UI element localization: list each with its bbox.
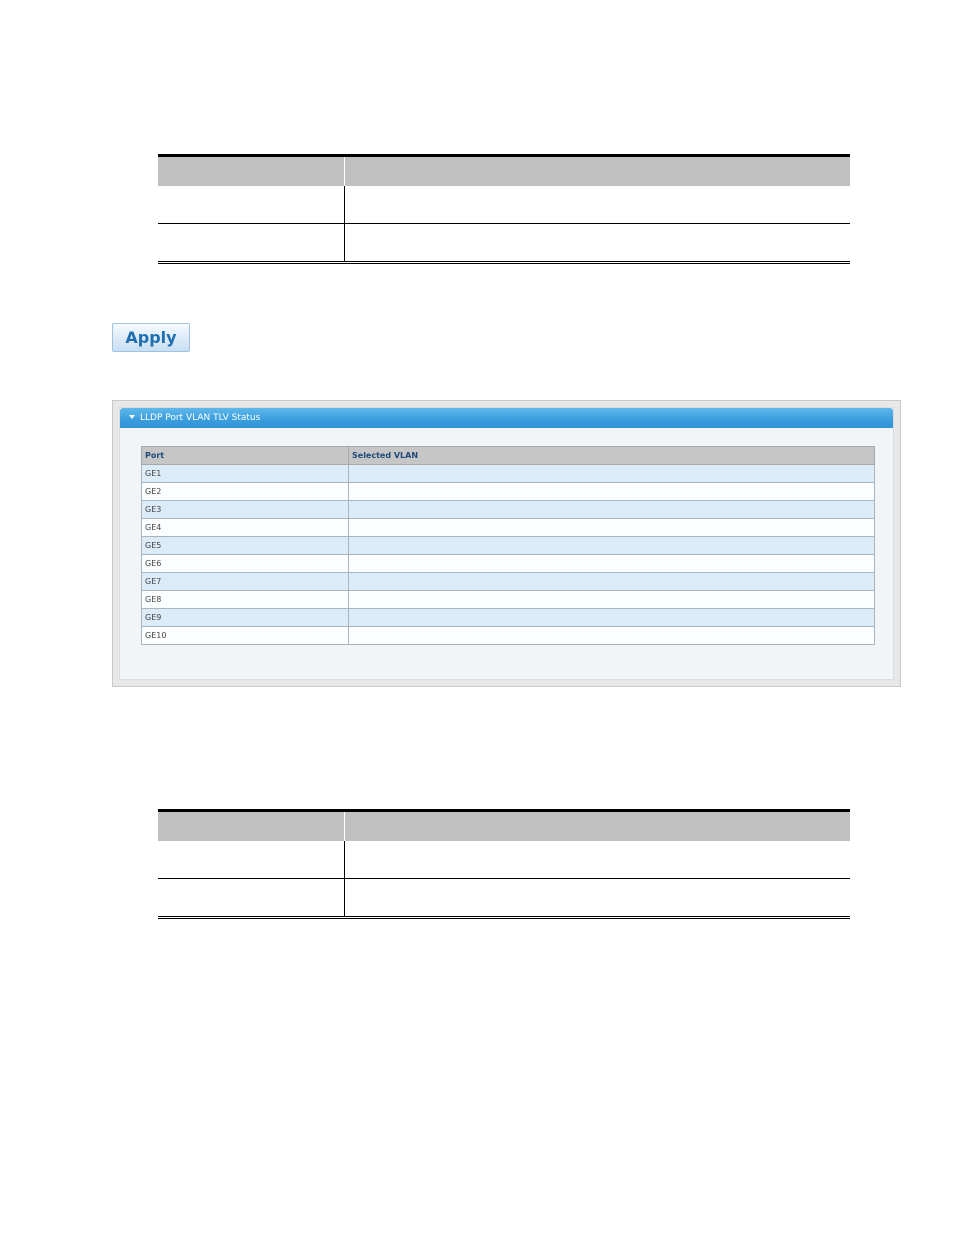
doc-table-bottom-header-1 (158, 811, 344, 842)
port-cell: GE2 (142, 483, 349, 501)
selected-vlan-cell (349, 465, 875, 483)
port-cell: GE8 (142, 591, 349, 609)
doc-table-bottom-cell (344, 879, 850, 918)
collapse-triangle-icon[interactable] (129, 415, 135, 419)
doc-table-bottom-cell (158, 879, 344, 918)
lldp-port-vlan-tlv-status-panel (112, 400, 901, 687)
port-cell: GE3 (142, 501, 349, 519)
table-row (142, 465, 875, 483)
doc-table-top (158, 154, 850, 264)
selected-vlan-cell (349, 573, 875, 591)
panel-title: LLDP Port VLAN TLV Status (140, 413, 261, 423)
table-row (142, 537, 875, 555)
port-cell: GE9 (142, 609, 349, 627)
selected-vlan-cell (349, 609, 875, 627)
port-cell: GE6 (142, 555, 349, 573)
panel-header[interactable] (120, 408, 893, 428)
table-row (142, 501, 875, 519)
table-row (142, 591, 875, 609)
table-row (142, 519, 875, 537)
column-header-selected-vlan: Selected VLAN (349, 447, 875, 465)
port-cell: GE1 (142, 465, 349, 483)
port-cell: GE5 (142, 537, 349, 555)
selected-vlan-cell (349, 483, 875, 501)
selected-vlan-cell (349, 537, 875, 555)
selected-vlan-cell (349, 627, 875, 645)
doc-table-top-header-2 (344, 156, 850, 187)
status-table (141, 446, 875, 645)
table-row (142, 609, 875, 627)
table-row (142, 573, 875, 591)
table-row (142, 555, 875, 573)
panel-body (119, 407, 894, 680)
doc-table-bottom (158, 809, 850, 919)
table-row (142, 483, 875, 501)
doc-table-bottom-header-2 (344, 811, 850, 842)
doc-table-top-cell (158, 224, 344, 263)
doc-table-top-cell (344, 224, 850, 263)
doc-table-bottom-cell (344, 841, 850, 879)
apply-button[interactable]: Apply (112, 323, 190, 352)
doc-table-bottom-cell (158, 841, 344, 879)
port-cell: GE7 (142, 573, 349, 591)
table-row (142, 627, 875, 645)
selected-vlan-cell (349, 501, 875, 519)
column-header-port: Port (142, 447, 349, 465)
selected-vlan-cell (349, 519, 875, 537)
port-cell: GE4 (142, 519, 349, 537)
doc-table-top-cell (344, 186, 850, 224)
selected-vlan-cell (349, 555, 875, 573)
doc-table-top-cell (158, 186, 344, 224)
port-cell: GE10 (142, 627, 349, 645)
doc-table-top-header-1 (158, 156, 344, 187)
selected-vlan-cell (349, 591, 875, 609)
